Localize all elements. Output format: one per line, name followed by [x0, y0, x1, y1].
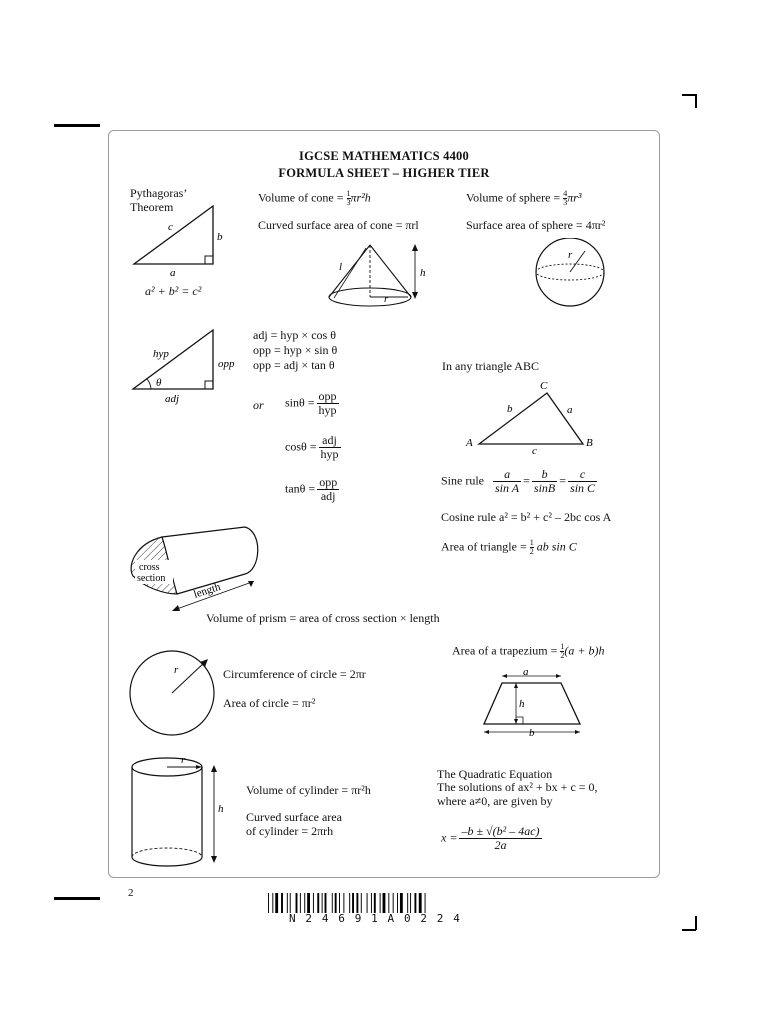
fraction-denominator: adj: [320, 489, 336, 503]
fraction-numerator: adj: [319, 434, 341, 448]
barcode-bar: [349, 893, 350, 913]
vertex-A: A: [466, 437, 473, 449]
side-b: b: [507, 403, 513, 415]
barcode-bar: [313, 893, 314, 913]
area-of-triangle: [441, 539, 577, 556]
trapezium-area: [452, 643, 604, 660]
circle-label-r: r: [174, 664, 179, 676]
trig-label-adj: adj: [165, 393, 180, 405]
barcode-bar: [419, 893, 422, 913]
crop-mark-right-bottom-h: [682, 929, 696, 931]
sine-ratio: [285, 390, 341, 417]
fraction-numerator: 1: [529, 538, 534, 547]
pythagoras-side-c: c: [168, 221, 173, 233]
cylinder-csa-line1: Curved surface area: [246, 810, 342, 824]
cosine-lhs: cosθ =: [285, 439, 317, 454]
barcode-bar: [400, 893, 403, 913]
sheet-title: IGCSE MATHEMATICS 4400: [299, 149, 469, 163]
tangent-lhs: tanθ =: [285, 481, 316, 496]
fraction-denominator: 2: [529, 547, 534, 556]
barcode-bar: [322, 893, 323, 913]
vertex-B: B: [586, 437, 593, 449]
trapezium-diagram: [476, 666, 596, 742]
barcode-bar: [304, 893, 305, 913]
cone-diagram: [320, 236, 440, 316]
barcode-bar: [325, 893, 327, 913]
sphere-volume-suffix: πr³: [567, 190, 582, 205]
fraction-denominator: hyp: [318, 403, 337, 417]
fraction-denominator: 3: [563, 198, 568, 207]
sphere-volume-prefix: Volume of sphere =: [466, 190, 564, 205]
fraction-numerator: 4: [563, 189, 568, 198]
tangent-fraction: [317, 476, 339, 503]
sine-lhs: sinθ =: [285, 395, 315, 410]
trig-label-opp: opp: [218, 358, 235, 370]
trig-label-theta: θ: [156, 377, 162, 389]
side-c: c: [532, 445, 537, 457]
crop-mark-right-bottom-v: [695, 916, 697, 930]
barcode-bar: [335, 893, 337, 913]
quadratic-line2: where a≠0, are given by: [437, 794, 553, 808]
equals-sign: =: [523, 473, 530, 488]
sine-rule-fraction-a: [493, 468, 521, 495]
barcode-bar: [414, 893, 416, 913]
barcode-bar: [272, 893, 273, 913]
barcode-bar: [393, 893, 394, 913]
cosine-ratio: [285, 434, 343, 461]
prism-diagram: [125, 522, 275, 618]
barcode: [268, 893, 474, 913]
crop-mark-left-top: [54, 124, 100, 127]
fraction-numerator: opp: [319, 475, 338, 489]
barcode-bar: [339, 893, 340, 913]
right-triangle-diagram: [125, 325, 250, 410]
sine-fraction: [317, 390, 339, 417]
cylinder-label-r: r: [181, 754, 186, 766]
cone-volume-suffix: πr²h: [350, 190, 371, 205]
barcode-bar: [367, 893, 368, 913]
fraction-numerator: b: [532, 468, 557, 482]
barcode-bar: [361, 893, 362, 913]
barcode-bar: [317, 893, 319, 913]
quadratic-fraction: [459, 825, 541, 852]
cosine-fraction: [319, 434, 341, 461]
barcode-bar: [383, 893, 386, 913]
cylinder-diagram: [126, 750, 226, 880]
trapezium-area-suffix: (a + b)h: [564, 643, 605, 658]
fraction-denominator: sin C: [570, 481, 596, 495]
barcode-bar: [388, 893, 389, 913]
fraction-denominator: hyp: [320, 447, 339, 461]
sphere-label-r: r: [568, 249, 573, 261]
fraction-numerator: a: [493, 468, 521, 482]
barcode-bar: [281, 893, 283, 913]
prism-section-label: section: [137, 573, 166, 584]
fraction-denominator: sin A: [495, 481, 520, 495]
barcode-number: N24691A0224: [289, 912, 470, 925]
quadratic-formula: [441, 825, 544, 852]
barcode-bars: [268, 893, 474, 913]
triangle-abc-diagram: [462, 374, 602, 458]
circle-circumference: Circumference of circle = 2πr: [223, 667, 366, 681]
sheet-subtitle: FORMULA SHEET – HIGHER TIER: [278, 166, 490, 180]
prism-length-label: length: [192, 580, 223, 601]
sine-rule-fraction-c: [568, 468, 597, 495]
trapezium-area-prefix: Area of a trapezium =: [452, 643, 561, 658]
barcode-bar: [380, 893, 381, 913]
area-of-triangle-suffix: ab sin C: [533, 539, 577, 554]
barcode-bar: [307, 893, 310, 913]
barcode-bar: [397, 893, 398, 913]
fraction-denominator: 2a: [494, 838, 507, 852]
barcode-bar: [371, 893, 372, 913]
barcode-bar: [290, 893, 291, 913]
trig-or: or: [253, 398, 264, 412]
circle-area: Area of circle = πr²: [223, 696, 316, 710]
area-of-triangle-prefix: Area of triangle =: [441, 539, 530, 554]
barcode-bar: [374, 893, 376, 913]
cone-volume-prefix: Volume of cone =: [258, 190, 347, 205]
sphere-volume: [466, 190, 581, 207]
barcode-bar: [425, 893, 426, 913]
barcode-bar: [268, 893, 269, 913]
prism-cross-label: cross: [139, 562, 160, 573]
barcode-bar: [356, 893, 358, 913]
barcode-bar: [352, 893, 354, 913]
cosine-rule: Cosine rule a² = b² + c² – 2bc cos A: [441, 510, 612, 524]
pythagoras-side-b: b: [217, 231, 223, 243]
barcode-bar: [332, 893, 333, 913]
side-a: a: [567, 404, 573, 416]
cylinder-csa-line2: of cylinder = 2πrh: [246, 824, 334, 838]
crop-mark-left-bottom: [54, 897, 100, 900]
barcode-bar: [407, 893, 408, 913]
cone-volume: [258, 190, 371, 207]
trig-opp-tan-formula: opp = adj × tan θ: [253, 358, 335, 372]
cylinder-label-h: h: [218, 803, 224, 815]
trig-adj-formula: adj = hyp × cos θ: [253, 328, 336, 342]
sine-rule-fraction-b: [532, 468, 557, 495]
pythagoras-side-a: a: [170, 267, 176, 279]
trapezium-label-h: h: [519, 698, 525, 710]
sphere-diagram: [528, 238, 618, 310]
quadratic-line1: The solutions of ax² + bx + c = 0,: [437, 780, 598, 794]
tangent-ratio: [285, 476, 341, 503]
barcode-bar: [410, 893, 411, 913]
trig-opp-sin-formula: opp = hyp × sin θ: [253, 343, 338, 357]
fraction-numerator: c: [568, 468, 597, 482]
crop-mark-right-top-h: [682, 94, 696, 96]
barcode-bar: [343, 893, 344, 913]
barcode-bar: [296, 893, 298, 913]
fraction-numerator: opp: [318, 389, 337, 403]
cone-curved-surface-area: Curved surface area of cone = πrl: [258, 218, 419, 232]
equals-sign: =: [559, 473, 567, 488]
fraction-numerator: –b ± √(b² – 4ac): [461, 824, 540, 838]
sine-rule: [441, 468, 599, 495]
theorem-label: Theorem: [130, 200, 174, 214]
barcode-bar: [287, 893, 288, 913]
pythagoras-formula: a² + b² = c²: [145, 284, 202, 298]
fraction-denominator: 2: [560, 651, 565, 660]
cone-label-l: l: [339, 261, 343, 273]
fraction-denominator: 3: [346, 198, 351, 207]
page-number: 2: [128, 887, 134, 899]
sine-rule-label: Sine rule: [441, 473, 484, 488]
fraction-numerator: 1: [346, 189, 351, 198]
barcode-bar: [275, 893, 278, 913]
cylinder-volume: Volume of cylinder = πr²h: [246, 783, 371, 797]
pythagoras-label: Pythagoras’: [130, 186, 188, 200]
trig-label-hyp: hyp: [153, 348, 169, 360]
sphere-surface-area: Surface area of sphere = 4πr²: [466, 218, 606, 232]
crop-mark-right-top-v: [695, 94, 697, 108]
circle-diagram: [126, 648, 222, 740]
quadratic-x-equals: x =: [441, 830, 458, 845]
trapezium-label-a: a: [523, 666, 529, 678]
barcode-bar: [300, 893, 301, 913]
quadratic-heading: The Quadratic Equation: [437, 767, 553, 781]
cone-label-h: h: [420, 267, 426, 279]
fraction-numerator: 1: [560, 642, 565, 651]
triangle-abc-heading: In any triangle ABC: [442, 359, 539, 373]
trapezium-label-b: b: [529, 727, 535, 739]
prism-volume: Volume of prism = area of cross section × length: [206, 611, 440, 625]
fraction-denominator: sinB: [533, 481, 556, 495]
vertex-C: C: [540, 380, 548, 392]
cone-label-r: r: [384, 293, 389, 305]
